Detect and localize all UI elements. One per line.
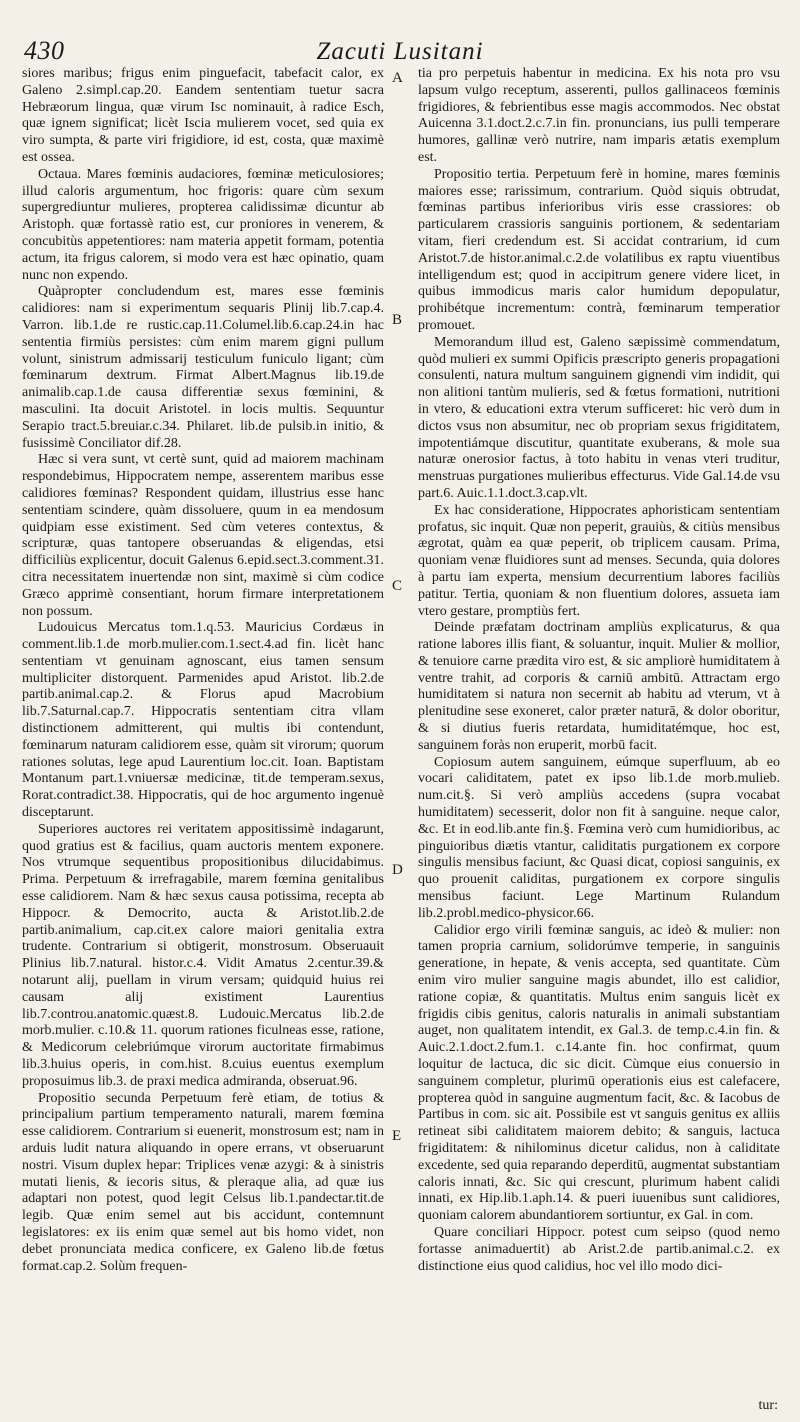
paragraph: siores maribus; frigus enim pinguefacit, tabefacit calor, ex Galeno 2.simpl.cap.20. Eandem sententiam tuetur sacra Hebræorum lingua, quæ virum Isc nominauit, à radice Esch, quæ ignem significat; licèt Iscia mulierem vocet, sed quia ex viro sumpta, & parte viri frigidiore, id est, costa, quæ maximè est ossea. — [22, 66, 384, 165]
margin-letter: D — [392, 862, 403, 878]
margin-letter: E — [392, 1128, 402, 1144]
running-title: Zacuti Lusitani — [316, 38, 484, 65]
paragraph: Deinde præfatam doctrinam ampliùs explicaturus, & qua ratione labores illis fiant, & soluantur, inquit. Mulier & mollior, & tenuiore carne prædita viro est, & sic ampliorè humiditatem à ventre trahit, ad corporis & carniū ambitū. Attractam ergo humiditatem si natura non secernit ab habitu ad vterum, vt à plenitudine sese exoneret, calor præter naturā, & dolor oboritur, & si diutius fueris retardata, humiditatémque, hoc est, sanguinem foràs non eruperit, morbū facit. — [418, 620, 780, 753]
paragraph: Propositio tertia. Perpetuum ferè in homine, mares fœminis maiores esse; rarissimum, contrarium. Quòd siquis obtrudat, fœminas partibus inferioribus viris esse crassiores: ob particularem crassioris sanguinis portionem, & sedentariam vitam, fieri credendum est. Si accidat contrarium, id cum Aristot.7.de histor.animal.c.2.de volatilibus ex raptu viuentibus intelligendum est; quod in accipitrum genere videre licet, in quibus immodicus maris calor humidum depopulatur, prohibétque incrementum: contrà, fœminarum temperatior promouet. — [418, 166, 780, 333]
right-column — [418, 66, 780, 1275]
paragraph: Copiosum autem sanguinem, eúmque superfluum, ab eo vocari caliditatem, patet ex ipso lib.1.de morb.mulieb. num.cit.§. Si verò ampliùs accedens (supra vocabat humiditatem) secesserit, dolor non fit à sanguine. neque calor, &c. Et in eod.lib.ante fin.§. Fœmina verò cum humidioribus, ac pinguioribus diætis vtantur, caliditatis purgationem ex corpore singulis mensibus faciunt, &c Quasi dicat, copiosi sanguinis, ex quo prouenit caliditas, purgationem ex corpore singulis mensibus faciunt. Lege Martinum Rulandum lib.2.probl.medico-physicor.66. — [418, 754, 780, 921]
paragraph: Hæc si vera sunt, vt certè sunt, quid ad maiorem machinam respondebimus, Hippocratem nempe, asserentem maribus esse calidiores fœminas? Respondent quidam, illustrius esse hanc sententiam scindere, quàm dissoluere, quum in ea mendosum quidpiam esse existiment. Sed cùm veteres contextus, & scripturæ, quas tantopere obseruandas & eligendas, etsi difficiliùs explicentur, docuit Galenus 6.epid.sect.3.comment.31. citra necessitatem inuertendæ non sint, maximè si cùm codice Græco apprimè consentiant, horum firmare interpretationem non possum. — [22, 452, 384, 619]
paragraph: Quare conciliari Hippocr. potest cum seipso (quod nemo fortasse animaduertit) ab Arist.2.de partib.animal.c.2. ex distinctione eius quod calidius, hoc vel illo modo dici- — [418, 1224, 780, 1274]
margin-markers — [385, 0, 415, 1422]
paragraph: Memorandum illud est, Galeno sæpissimè commendatum, quòd mulieri ex summi Opificis præscripto generis propagationi consulenti, natura multum sanguinem gignendi vim indidit, qui non alitioni tantùm mulieris, sed & fœtus formationi, nutritioni in vtero, & educationi extra vterum sufficeret: hic verò dum in dictos vsus non absumitur, nec ob propriam sexus frigiditatem, impotentiámque discutitur, quantitate exuberans, & mole sua naturæ onerosior factus, à toto habitu in venas vteri truditur, menstruas purgationes mulieribus effecturus. Vide Gal.14.de vsu part.6. Auic.1.1.doct.3.cap.vlt. — [418, 334, 780, 501]
paragraph: Superiores auctores rei veritatem appositissimè indagarunt, quod gratius est & facilius, quam auctoris mentem exponere. Nos vtrumque sequentibus propositionibus dilucidabimus. Prima. Perpetuum & irrefragabile, marem fœmina genitalibus esse calidiorem. Nam & hæc sexus causa potissima, recepta ab Hippocr. & Democrito, aucta & Aristot.lib.2.de partib.animalium, cap.cit.ex calore maiori genitalia extra trudente. Contrarium si obtigerit, monstrosum. Obseruauit Plinius lib.7.natural. histor.c.4. Vidit Amatus 2.centur.39.& notarunt alij, puellam in virum versam; quidquid huius rei causam alij existiment Laurentius lib.7.controu.anatomic.quæst.8. Ludouic.Mercatus lib.2.de morb.mulier. c.10.& 11. quorum rationes ficulneas esse, ratione, & Medicorum celebriúmque virorum auctoritate firmabimus lib.3.huius operis, in com.hist. 8.cuius euentus exemplum proposuimus lib.3. de praxi medica admiranda, obseruat.96. — [22, 821, 384, 1089]
left-column — [22, 66, 384, 1275]
margin-letter: B — [392, 312, 403, 328]
paragraph: Calidior ergo virili fœminæ sanguis, ac ideò & mulier: non tamen propria carnium, solidorúmve temperie, in sanguinis generatione, in hepate, & venis accepta, sed quantitate. Cùm enim viro mulier sanguine magis abundet, illo est calidior, ratione copiæ, & quantitatis. Multus enim sanguis licèt ex frigidis cibis genitus, caloris naturalis in animali substantiam auget, non qualitatem intendit, ex Gal.3. de temp.c.4.in fin. & Auic.2.1.doct.2.fum.1. c.14.ante fin. hoc confirmat, quum loquitur de lactuca, dic sic dicit. Cùmque eius conuersio in sanguinem completur, plurimū operationis eius est calefacere, propterea quòd in sanguine augmentum facit, &c. & Iacobus de Partibus in com. sic ait. Possibile est vt sanguis genitus ex alliis retineat sibi caliditatem maiorem debito; & sanguis, lactuca frigiditatem: & nihilominus dicetur calidus, non à caliditate excedente, sed quia reparando deperditū, augmentat substantiam caloris innati, &c. Sic qui crescunt, plurimum habent calidi innati, ex Hip.lib.1.aph.14. & pueri iuuenibus sunt calidiores, quoniam calorem abundantiorem sortiuntur, ex Gal. in com. — [418, 922, 780, 1224]
margin-letter: C — [392, 578, 403, 594]
page-number: 430 — [24, 36, 65, 65]
paragraph: Propositio secunda Perpetuum ferè etiam, de totius & principalium partium temperamento naturali, marem fœmina esse calidiorem. Contrarium si euenerit, monstrosum est; nam in arduis ludit natura aliquando in opere errans, vt obseruarunt nostri. Visum duplex hepar: Triplices venæ azygi: & à sinistris mutati lienis, & iecoris situs, & pleraque alia, ad quæ ius adaptari non potest, quod legit Celsus lib.1.pandectar.tit.de legib. Quæ enim semel aut bis accidunt, contemnunt legislatores: ex iis enim quæ semel aut bis homo videt, non debet pronunciata medica conficere, ex Galeno lib.de fœtus format.cap.2. Solùm frequen- — [22, 1090, 384, 1274]
catchword: tur: — [758, 1398, 778, 1413]
paragraph: Ludouicus Mercatus tom.1.q.53. Mauricius Cordæus in comment.lib.1.de morb.mulier.com.1.sect.4.ad fin. licèt hanc sententiam vt genuinam agnoscant, eius tamen sensum multipliciter distorquent. Parmenides apud Aristot. lib.2.de partib.animal.cap.2. & Florus apud Macrobium lib.7.Saturnal.cap.7. Hippocratis sententiam citra vllam distinctionem admitterent, qui multis ibi contendunt, fœminarum naturam calidiorem esse, quàm sit virorum; quorum rationes solutas, lege apud Laurentium loc.cit. Ioan. Baptistam Montanum part.1.vniuersæ medicinæ, tit.de temperam.sexus, Rorat.contradict.38. Hippocratis, qui de hoc argumento ingenuè disceptarunt. — [22, 620, 384, 821]
paragraph: Ex hac consideratione, Hippocrates aphoristicam sententiam profatus, sic inquit. Quæ non peperit, grauiùs, & citiùs mensibus ægrotat, quàm ea quæ peperit, ob triplicem causam. Prima, quoniam venæ fluidiores sunt ad menses. Secunda, quia dolores à partu iam experta, mensium decurrentium labores faciliùs patitur. Tertia, quoniam & non fluentium dolores, assueta iam vtero gestare, promptiùs fert. — [418, 502, 780, 619]
paragraph: tia pro perpetuis habentur in medicina. Ex his nota pro vsu lapsum vulgo receptum, asserenti, pullos gallinaceos fœminis frigidiores, & febrientibus esse magis accommodos. Nec obstat Auicenna 3.1.doct.2.c.7.in fin. pronuncians, ius pulli temperare humores, gallinæ verò nutrire, nam imparis ætatis exemplum est. — [418, 66, 780, 165]
margin-letter: A — [392, 70, 403, 86]
paragraph: Octaua. Mares fœminis audaciores, fœminæ meticulosiores; illud caloris argumentum, hoc frigoris: quare cùm sexum supergrediuntur mulieres, propterea calidissimæ dicuntur ab Aristoph. quæ fortassè ratio est, cur proniores in venerem, & concubitùs appetentiores: nam materia appetit formam, potentia actum, ita frigus calorem, si modo vera est hæc opinatio, quam nunc non expendo. — [22, 166, 384, 283]
paragraph: Quàpropter concludendum est, mares esse fœminis calidiores: nam si experimentum sequaris Plinij lib.7.cap.4. Varron. lib.1.de re rustic.cap.11.Columel.lib.6.cap.24.in hac sententia firmiùs persistes: cùm enim marem gigni pullum volunt, sinistrum admissarij testiculum funiculo ligant; cùm fœminarum dextrum. Firmat Albert.Magnus lib.19.de animalib.cap.1.de causa differentiæ sexus fœminini, & masculini. Ita docuit Aristotel. in locis multis. Sequuntur Serapio tract.5.breuiar.c.34. Philaret. lib.de pulsib.in initio, & fusissimè Conciliator dif.28. — [22, 284, 384, 451]
